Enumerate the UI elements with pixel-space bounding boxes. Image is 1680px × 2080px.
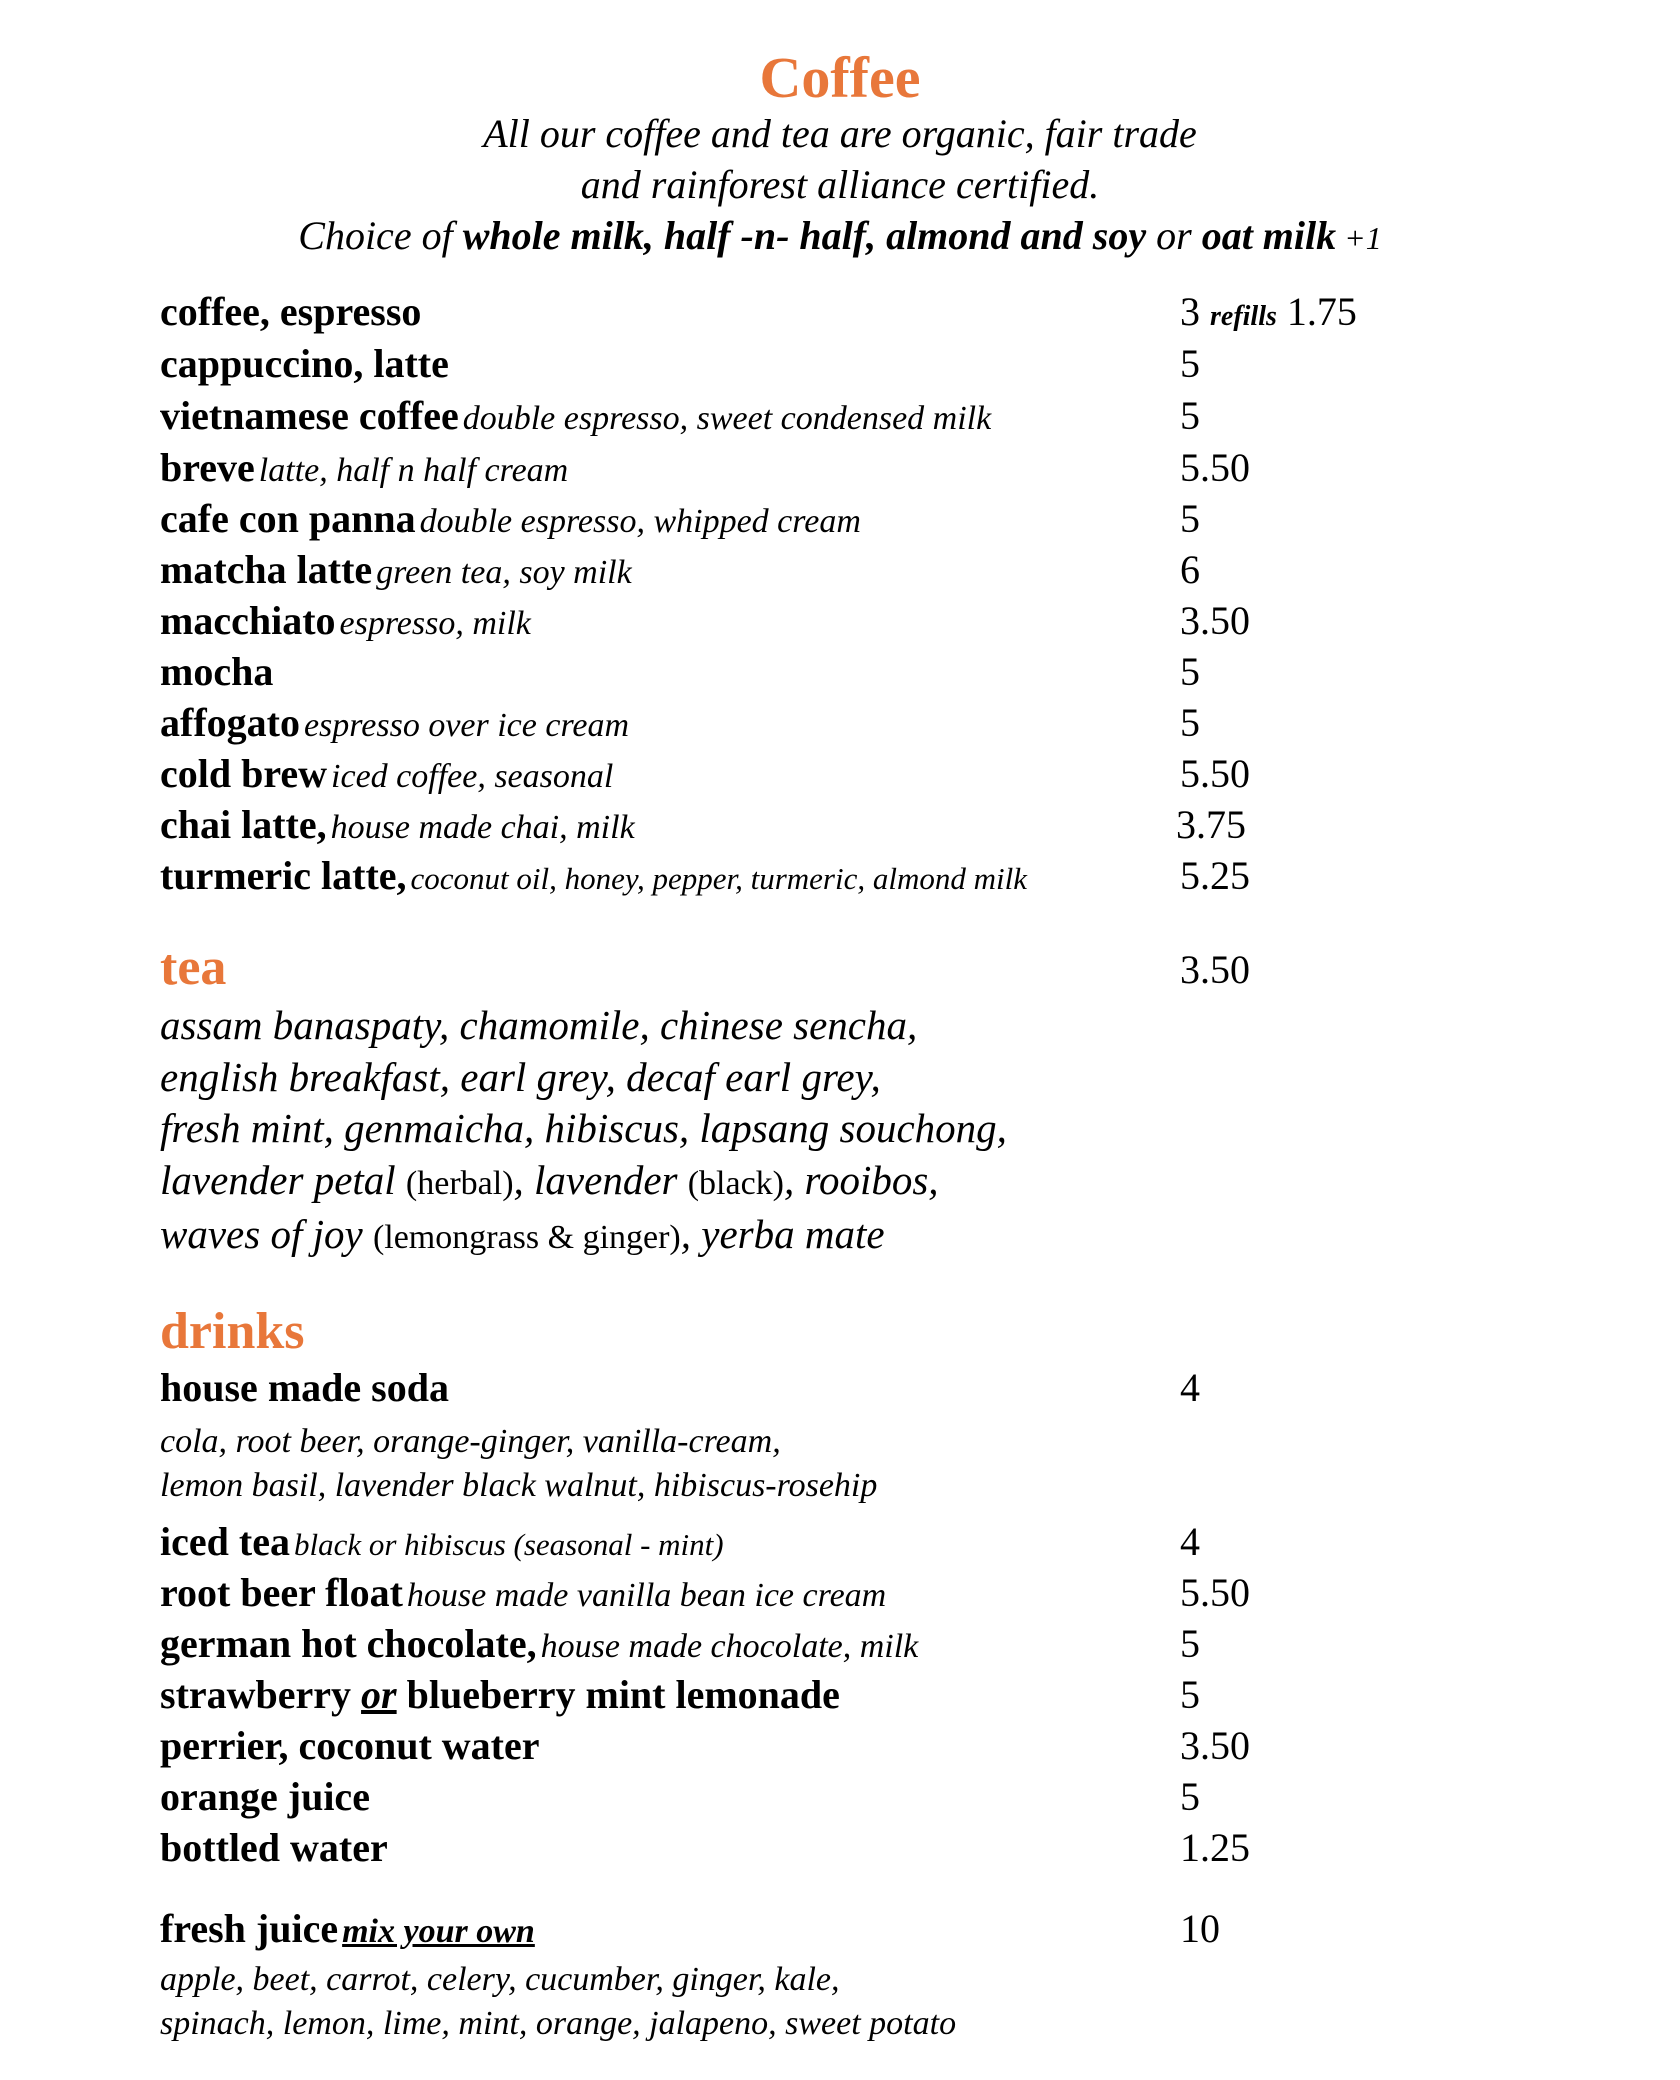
item-name: fresh juice bbox=[160, 1906, 339, 1951]
item-description: house made chai, milk bbox=[330, 809, 635, 846]
coffee-item bbox=[160, 748, 1580, 800]
item-name: cappuccino, latte bbox=[160, 341, 449, 386]
item-price: 5 bbox=[1180, 649, 1200, 694]
item-name: affogato bbox=[160, 700, 300, 745]
section-heading-tea: tea bbox=[160, 939, 227, 996]
tea-list bbox=[160, 1000, 1007, 1264]
drink-item bbox=[160, 1618, 1580, 1670]
item-description: black or hibiscus (seasonal - mint) bbox=[293, 1527, 724, 1562]
coffee-item bbox=[160, 544, 1580, 596]
soda-flavors-line-2: lemon basil, lavender black walnut, hibiscus-rosehip bbox=[160, 1467, 878, 1504]
section-heading-drinks: drinks bbox=[160, 1303, 305, 1360]
item-name: cafe con panna bbox=[160, 496, 416, 541]
item-description: espresso, milk bbox=[339, 605, 531, 642]
item-price: 5 bbox=[1180, 700, 1200, 745]
coffee-item bbox=[160, 286, 1580, 338]
item-name: root beer float bbox=[160, 1570, 403, 1615]
item-name: strawberry or blueberry mint lemonade bbox=[160, 1672, 840, 1717]
drink-item bbox=[160, 1903, 1580, 1955]
item-price: 1.25 bbox=[1180, 1825, 1250, 1870]
intro-line-3 bbox=[0, 210, 1680, 264]
item-price: 5 bbox=[1180, 341, 1200, 386]
item-description: house made chocolate, milk bbox=[540, 1628, 919, 1665]
item-description: iced coffee, seasonal bbox=[331, 758, 614, 795]
coffee-item bbox=[160, 493, 1580, 545]
item-name: house made soda bbox=[160, 1365, 449, 1410]
refills-price: 1.75 bbox=[1286, 289, 1357, 334]
item-name: matcha latte bbox=[160, 547, 373, 592]
item-name: coffee, espresso bbox=[160, 289, 422, 334]
item-name: mocha bbox=[160, 649, 274, 694]
intro-line-2: and rainforest alliance certified. bbox=[580, 162, 1100, 207]
coffee-item bbox=[160, 338, 1580, 390]
juice-options-line-1: apple, beet, carrot, celery, cucumber, ginger, kale, bbox=[160, 1961, 840, 1998]
drink-item bbox=[160, 1567, 1580, 1619]
item-price: 3.75 bbox=[1176, 802, 1246, 847]
drink-item bbox=[160, 1822, 1580, 1874]
item-price: 5.50 bbox=[1180, 445, 1250, 490]
item-name: german hot chocolate, bbox=[160, 1621, 537, 1666]
item-price: 5 bbox=[1180, 1672, 1200, 1717]
item-description: green tea, soy milk bbox=[376, 554, 632, 591]
or-underlined: or bbox=[361, 1672, 397, 1717]
intro-line-1: All our coffee and tea are organic, fair trade bbox=[483, 111, 1197, 156]
item-price: 5 bbox=[1180, 496, 1200, 541]
item-name: bottled water bbox=[160, 1825, 388, 1870]
item-price: 10 bbox=[1180, 1906, 1220, 1951]
soda-flavors-line-1: cola, root beer, orange-ginger, vanilla-cream, bbox=[160, 1423, 781, 1460]
tea-line: waves of joy (lemongrass & ginger), yerba mate bbox=[160, 1211, 885, 1257]
item-name: perrier, coconut water bbox=[160, 1723, 540, 1768]
item-price: 6 bbox=[1180, 547, 1200, 592]
item-name: cold brew bbox=[160, 751, 328, 796]
intro-choice-or: or bbox=[1146, 213, 1202, 258]
item-name: vietnamese coffee bbox=[160, 393, 459, 438]
mix-your-own: mix your own bbox=[342, 1913, 535, 1950]
coffee-item bbox=[160, 390, 1580, 442]
tea-line: lavender petal (herbal), lavender (black), rooibos, bbox=[160, 1156, 939, 1203]
item-description: espresso over ice cream bbox=[303, 707, 630, 744]
item-price: 5 bbox=[1180, 1621, 1200, 1666]
item-price: 4 bbox=[1180, 1365, 1200, 1410]
drink-item bbox=[160, 1771, 1580, 1823]
item-description: latte, half n half cream bbox=[258, 452, 569, 489]
item-price: 5 bbox=[1180, 393, 1200, 438]
intro-choice-prefix: Choice of bbox=[298, 213, 463, 258]
coffee-item bbox=[160, 595, 1580, 647]
intro-choice-plus: +1 bbox=[1336, 220, 1382, 256]
item-price: 5.50 bbox=[1180, 1570, 1250, 1615]
item-price: 5.25 bbox=[1180, 853, 1250, 898]
item-price: 4 bbox=[1180, 1519, 1200, 1564]
refills-label: refills bbox=[1210, 301, 1277, 332]
drink-item bbox=[160, 1669, 1580, 1721]
item-description: coconut oil, honey, pepper, turmeric, almond milk bbox=[410, 861, 1027, 896]
coffee-item bbox=[160, 697, 1580, 749]
item-name: chai latte, bbox=[160, 802, 327, 847]
item-price: 3 refills 1.75 bbox=[1180, 289, 1357, 334]
intro-text bbox=[0, 108, 1680, 264]
drink-item bbox=[160, 1516, 1580, 1568]
intro-choice-milks: whole milk, half -n- half, almond and soy bbox=[462, 213, 1147, 258]
item-name: iced tea bbox=[160, 1519, 290, 1564]
tea-price: 3.50 bbox=[1180, 947, 1250, 992]
item-price: 5 bbox=[1180, 1774, 1200, 1819]
drink-item bbox=[160, 1720, 1580, 1772]
tea-line: fresh mint, genmaicha, hibiscus, lapsang souchong, bbox=[160, 1105, 1007, 1151]
item-name: macchiato bbox=[160, 598, 336, 643]
tea-line: english breakfast, earl grey, decaf earl grey, bbox=[160, 1053, 881, 1100]
juice-options-line-2: spinach, lemon, lime, mint, orange, jalapeno, sweet potato bbox=[160, 2005, 957, 2042]
drink-item bbox=[160, 1362, 1580, 1414]
item-price: 3.50 bbox=[1180, 598, 1250, 643]
coffee-item bbox=[160, 646, 1580, 698]
item-name: orange juice bbox=[160, 1774, 370, 1819]
page-title: Coffee bbox=[759, 45, 921, 110]
item-description: double espresso, sweet condensed milk bbox=[462, 400, 992, 437]
coffee-item bbox=[160, 442, 1580, 494]
item-description: house made vanilla bean ice cream bbox=[406, 1577, 887, 1614]
coffee-item bbox=[160, 799, 1580, 851]
tea-line: assam banaspaty, chamomile, chinese sencha, bbox=[160, 1002, 918, 1048]
item-description: double espresso, whipped cream bbox=[419, 503, 861, 540]
intro-choice-oat: oat milk bbox=[1201, 213, 1337, 258]
item-name: turmeric latte, bbox=[160, 853, 407, 898]
item-price: 3.50 bbox=[1180, 1723, 1250, 1768]
item-price: 5.50 bbox=[1180, 751, 1250, 796]
item-name: breve bbox=[160, 445, 255, 490]
coffee-item bbox=[160, 850, 1580, 902]
